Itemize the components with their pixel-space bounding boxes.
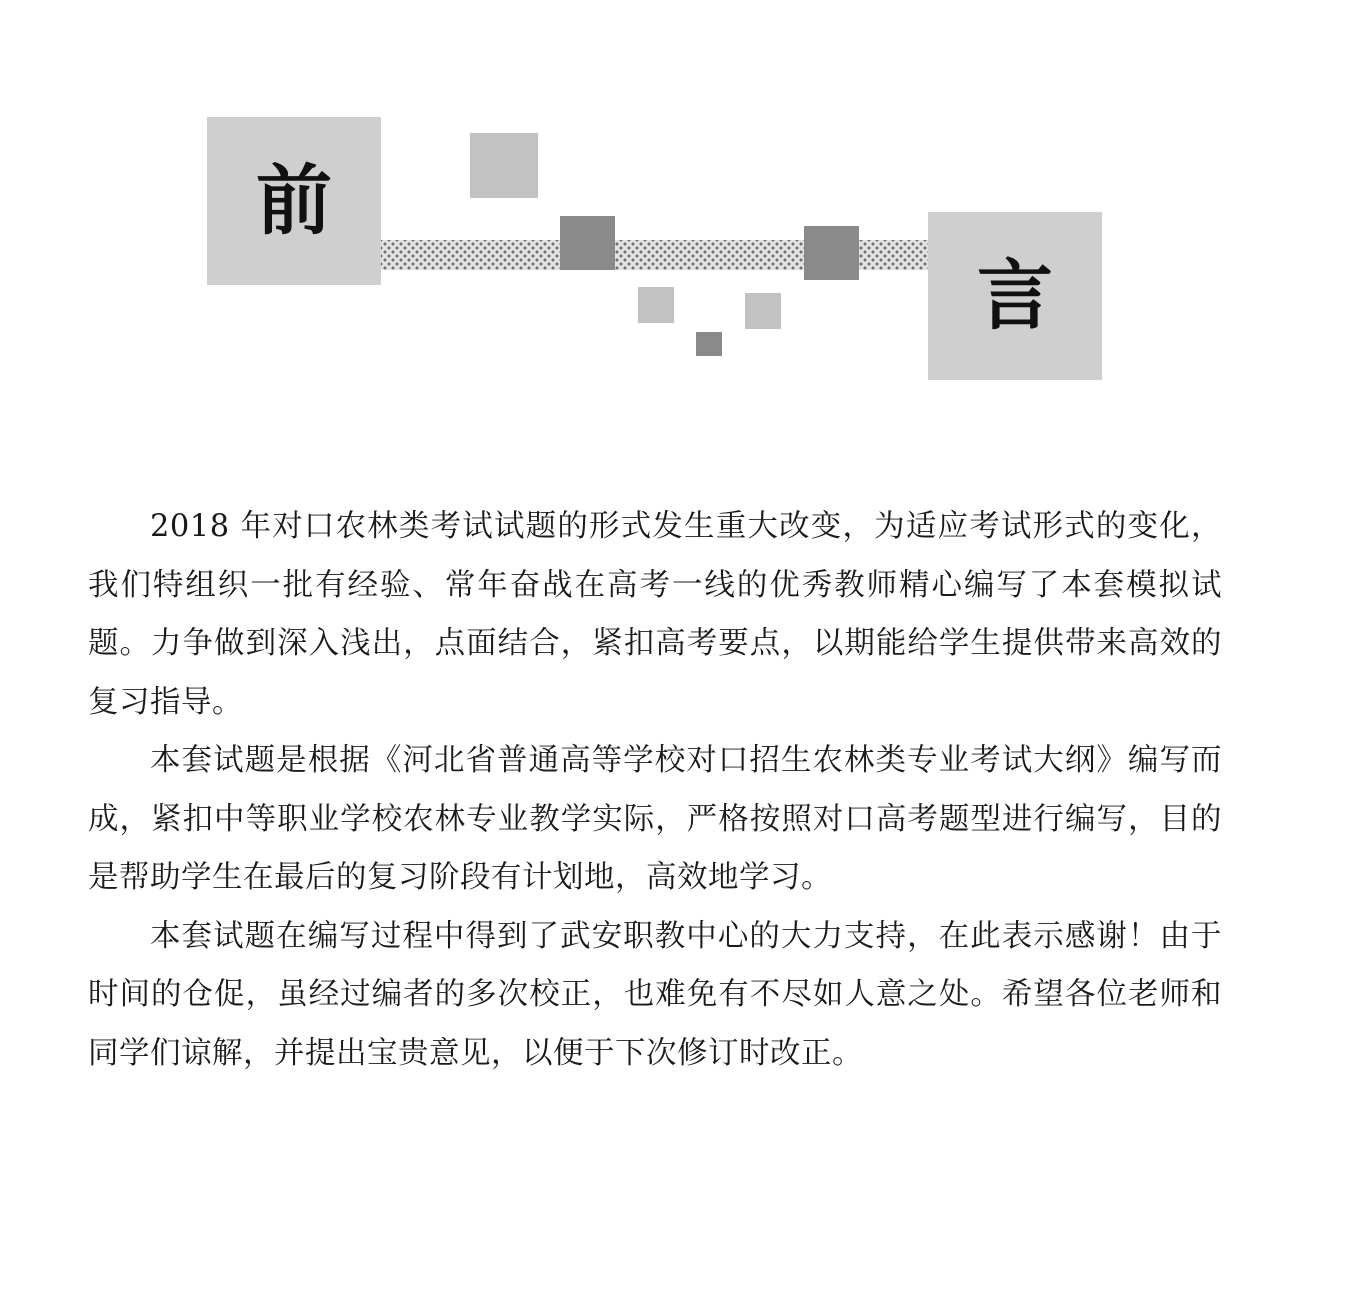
paragraph: 2018 年对口农林类考试试题的形式发生重大改变，为适应考试形式的变化，我们特组织一批有经验、常年奋战在高考一线的优秀教师精心编写了本套模拟试题。力争做到深入浅出，点面结合，紧扣高考要点，以期能给学生提供带来高效的复习指导。 xyxy=(88,509,1222,720)
paragraph: 本套试题是根据《河北省普通高等学校对口招生农林类专业考试大纲》编写而成，紧扣中等职业学校农林专业教学实际，严格按照对口高考题型进行编写，目的是帮助学生在最后的复习阶段有计划地，高效地学习。 xyxy=(88,743,1222,895)
decorative-square xyxy=(638,287,674,323)
decorative-square xyxy=(745,293,781,329)
title-box-right xyxy=(928,212,1102,380)
decorative-square xyxy=(804,226,859,280)
decorative-square xyxy=(470,133,538,198)
paragraph: 本套试题在编写过程中得到了武安职教中心的大力支持，在此表示感谢！由于时间的仓促，虽经过编者的多次校正，也难免有不尽如人意之处。希望各位老师和同学们谅解，并提出宝贵意见，以便于下次修订时改正。 xyxy=(88,918,1222,1071)
preface-body xyxy=(88,498,1222,1083)
title-char-yan: 言 xyxy=(977,251,1053,340)
decorative-square xyxy=(696,332,722,356)
title-char-qian: 前 xyxy=(256,156,332,245)
title-box-left xyxy=(207,117,381,285)
decorative-square xyxy=(560,216,615,270)
preface-header xyxy=(0,0,1369,420)
